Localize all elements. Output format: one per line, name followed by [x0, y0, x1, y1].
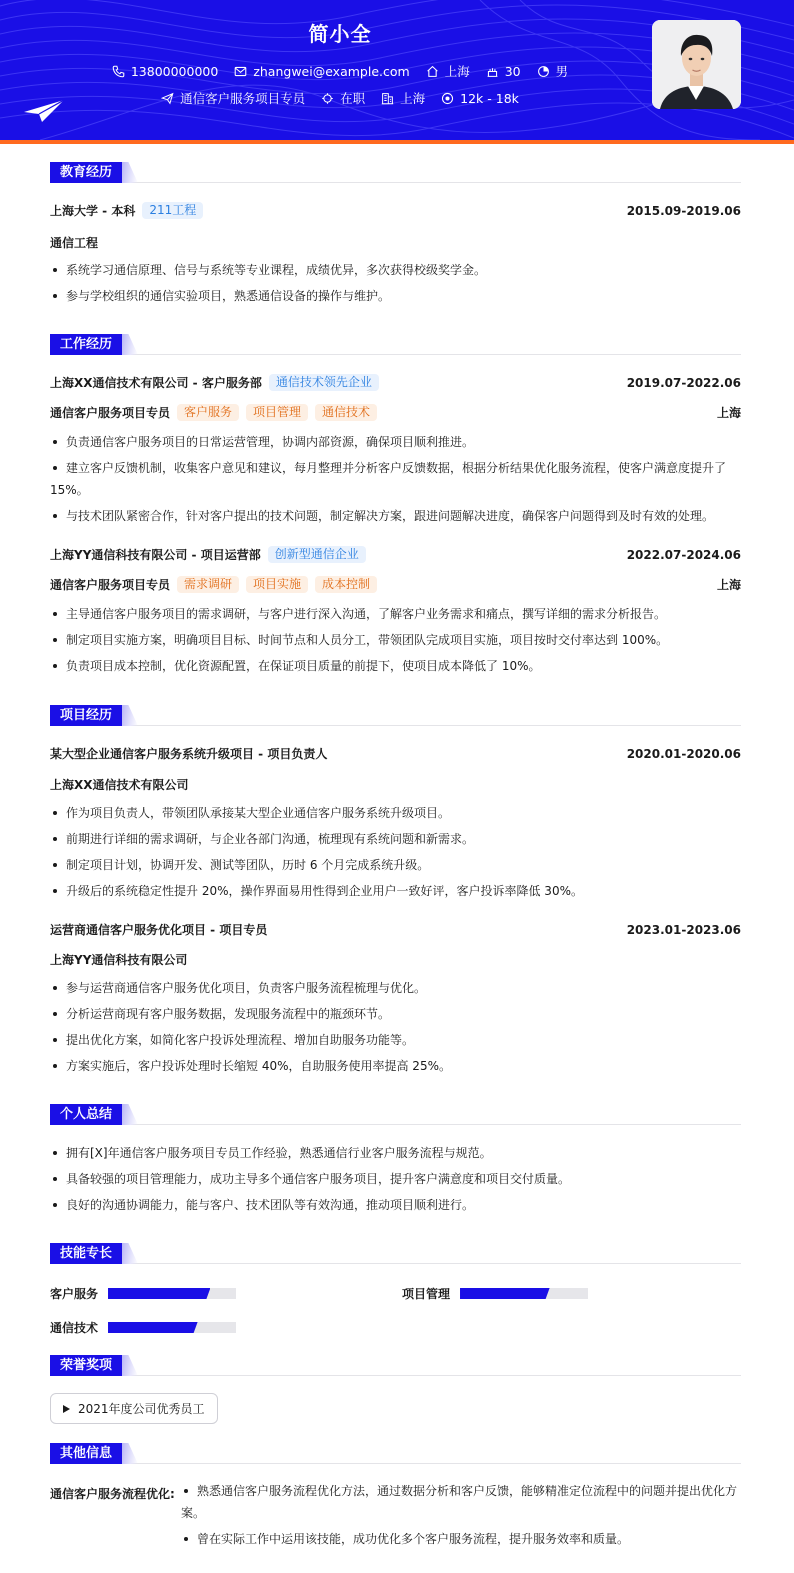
list-item: 提出优化方案，如简化客户投诉处理流程、增加自助服务功能等。	[50, 1029, 741, 1051]
education-date: 2015.09-2019.06	[626, 203, 741, 218]
phone-number: 13800000000	[130, 63, 219, 79]
company-tag: 通信技术领先企业	[269, 374, 379, 391]
skill-name: 客户服务	[50, 1287, 99, 1301]
education-header-row	[50, 202, 741, 219]
work-bullets	[50, 603, 741, 677]
skills-title: 技能专长	[50, 1243, 122, 1264]
building-icon	[381, 92, 394, 105]
list-item: 参与运营商通信客户服务优化项目，负责客户服务流程梳理与优化。	[50, 977, 741, 999]
section-title-decoration	[122, 1243, 138, 1264]
job-intent-row	[0, 89, 680, 107]
work-date: 2022.07-2024.06	[626, 547, 741, 562]
skill-item	[402, 1285, 588, 1302]
list-item: 分析运营商现有客户服务数据，发现服务流程中的瓶颈环节。	[50, 1003, 741, 1025]
list-item-text-continued: 案。	[181, 1506, 206, 1520]
target-job: 通信客户服务项目专员	[180, 91, 306, 106]
work-item-header-row	[50, 374, 741, 391]
list-item-text-continued: 15%。	[50, 483, 89, 497]
project-company: 上海XX通信技术有限公司	[50, 778, 189, 792]
list-item-text: 熟悉通信客户服务流程优化方法，通过数据分析和客户反馈，能够精准定位流程中的问题并提出优化方	[197, 1484, 738, 1498]
major-name: 通信工程	[50, 236, 99, 250]
paper-plane-logo-icon	[24, 100, 64, 125]
expected-salary: 12k - 18k	[460, 90, 519, 106]
avatar-portrait	[652, 20, 741, 109]
email-address: zhangwei@example.com	[253, 63, 410, 79]
skill-name: 通信技术	[50, 1321, 99, 1335]
project-bullets	[50, 802, 741, 902]
list-item: 制定项目实施方案，明确项目目标、时间节点和人员分工，带领团队完成项目实施，项目按时交付率达到 100%。	[50, 629, 741, 651]
gender-value: 男	[555, 64, 569, 79]
other-section-title	[50, 1443, 741, 1464]
contact-row	[0, 62, 680, 80]
skill-name: 项目管理	[402, 1287, 451, 1301]
project-name: 运营商通信客户服务优化项目 - 项目专员	[50, 923, 268, 937]
awards-title: 荣誉奖项	[50, 1355, 122, 1376]
skill-bar	[460, 1288, 588, 1299]
header-accent-stripe	[0, 140, 794, 144]
project-company: 上海YY通信科技有限公司	[50, 953, 188, 967]
skill-item	[50, 1285, 236, 1302]
list-item: 系统学习通信原理、信号与系统等专业课程，成绩优异，多次获得校级奖学金。	[50, 259, 741, 281]
work-item-header-row	[50, 546, 741, 563]
skills-section	[50, 1243, 741, 1343]
age-value: 30	[504, 63, 521, 79]
company-name: 上海YY通信科技有限公司 - 项目运营部	[50, 548, 261, 562]
skill-item	[50, 1319, 236, 1336]
skill-tag: 项目管理	[246, 404, 308, 421]
home-icon	[426, 65, 439, 78]
target-job-info	[161, 89, 305, 107]
list-item: 拥有[X]年通信客户服务项目专员工作经验，熟悉通信行业客户服务流程与规范。	[50, 1142, 741, 1164]
school-name: 上海大学 - 本科	[50, 204, 136, 218]
gender-info	[537, 62, 569, 80]
school-tag: 211工程	[142, 202, 203, 219]
email-info	[234, 64, 409, 79]
project-date: 2023.01-2023.06	[626, 922, 741, 937]
education-title: 教育经历	[50, 162, 122, 183]
list-item-text: 建立客户反馈机制，收集客户意见和建议，每月整理并分析客户反馈数据，根据分析结果优化服务流程，使客户满意度提升了	[66, 461, 727, 475]
skills-section-title	[50, 1243, 741, 1264]
projects-section	[50, 705, 741, 1085]
work-position-row	[50, 404, 741, 421]
project-header-row	[50, 921, 741, 938]
skill-tag: 客户服务	[177, 404, 239, 421]
skill-tag: 需求调研	[177, 576, 239, 593]
city-info	[426, 62, 470, 80]
list-item: 前期进行详细的需求调研，与企业各部门沟通，梳理现有系统问题和新需求。	[50, 828, 741, 850]
other-title: 其他信息	[50, 1443, 122, 1464]
position-name: 通信客户服务项目专员	[50, 406, 171, 420]
other-info-section	[50, 1443, 741, 1568]
awards-section-title	[50, 1355, 741, 1376]
phone-info	[112, 64, 218, 79]
work-city: 上海	[716, 578, 741, 592]
list-item: 作为项目负责人，带领团队承接某大型企业通信客户服务系统升级项目。	[50, 802, 741, 824]
list-item: 制定项目计划，协调开发、测试等团队，历时 6 个月完成系统升级。	[50, 854, 741, 876]
summary-section	[50, 1104, 741, 1224]
skill-bar	[108, 1288, 236, 1299]
salary-icon	[441, 92, 454, 105]
skill-tag: 项目实施	[246, 576, 308, 593]
list-item: 负责项目成本控制，优化资源配置，在保证项目质量的前提下，使项目成本降低了 10%。	[50, 655, 741, 677]
education-section-title	[50, 162, 741, 183]
project-header-row	[50, 745, 741, 762]
section-title-decoration	[122, 1443, 138, 1464]
skill-tag: 通信技术	[315, 404, 377, 421]
work-date: 2019.07-2022.06	[626, 375, 741, 390]
company-tag: 创新型通信企业	[268, 546, 366, 563]
list-item: 方案实施后，客户投诉处理时长缩短 40%，自助服务使用率提高 25%。	[50, 1055, 741, 1077]
other-info-bullets	[181, 1480, 741, 1550]
company-name: 上海XX通信技术有限公司 - 客户服务部	[50, 376, 262, 390]
section-title-decoration	[122, 162, 138, 183]
summary-section-title	[50, 1104, 741, 1125]
work-position-row	[50, 576, 741, 593]
skill-bar-fill	[460, 1288, 550, 1299]
awards-section	[50, 1355, 741, 1430]
list-item	[50, 457, 741, 501]
avatar	[652, 20, 741, 109]
projects-section-title	[50, 705, 741, 726]
section-title-decoration	[122, 1104, 138, 1125]
work-section	[50, 334, 741, 684]
list-item: 负责通信客户服务项目的日常运营管理，协调内部资源，确保项目顺利推进。	[50, 431, 741, 453]
projects-title: 项目经历	[50, 705, 122, 726]
target-city-info	[381, 89, 425, 107]
work-bullets	[50, 431, 741, 527]
list-item: 参与学校组织的通信实验项目，熟悉通信设备的操作与维护。	[50, 285, 741, 307]
status-icon	[321, 92, 334, 105]
target-city: 上海	[400, 91, 426, 106]
work-section-title	[50, 334, 741, 355]
list-item: 与技术团队紧密合作，针对客户提出的技术问题，制定解决方案，跟进问题解决进度，确保客户问题得到及时有效的处理。	[50, 505, 741, 527]
list-item: 良好的沟通协调能力，能与客户、技术团队等有效沟通，推动项目顺利进行。	[50, 1194, 741, 1216]
summary-bullets	[50, 1142, 741, 1216]
list-item: 具备较强的项目管理能力，成功主导多个通信客户服务项目，提升客户满意度和项目交付质量。	[50, 1168, 741, 1190]
project-date: 2020.01-2020.06	[626, 746, 741, 761]
award-item[interactable]	[50, 1393, 218, 1424]
summary-title: 个人总结	[50, 1104, 122, 1125]
list-item: 曾在实际工作中运用该技能，成功优化多个客户服务流程，提升服务效率和质量。	[181, 1528, 741, 1550]
list-item: 主导通信客户服务项目的需求调研，与客户进行深入沟通，了解客户业务需求和痛点，撰写详细的需求分析报告。	[50, 603, 741, 625]
age-icon	[486, 65, 499, 78]
send-icon	[161, 92, 174, 105]
mail-icon	[234, 65, 247, 78]
skill-bar-fill	[108, 1322, 198, 1333]
award-name: 2021年度公司优秀员工	[78, 1402, 205, 1416]
candidate-name: 简小全	[308, 22, 372, 46]
caret-right-icon	[63, 1405, 70, 1413]
gender-icon	[537, 65, 550, 78]
other-info-label: 通信客户服务流程优化:	[50, 1487, 175, 1501]
job-status: 在职	[340, 91, 366, 106]
position-name: 通信客户服务项目专员	[50, 578, 171, 592]
skill-bar-fill	[108, 1288, 210, 1299]
salary-info	[441, 91, 519, 106]
list-item	[181, 1480, 741, 1524]
age-info	[486, 64, 521, 79]
education-bullets	[50, 259, 741, 307]
project-name: 某大型企业通信客户服务系统升级项目 - 项目负责人	[50, 747, 328, 761]
project-bullets	[50, 977, 741, 1077]
section-title-decoration	[122, 705, 138, 726]
list-item: 升级后的系统稳定性提升 20%，操作界面易用性得到企业用户一致好评，客户投诉率降低 30%。	[50, 880, 741, 902]
work-title: 工作经历	[50, 334, 122, 355]
work-city: 上海	[716, 406, 741, 420]
education-section	[50, 162, 741, 312]
resume-header	[0, 0, 794, 140]
skill-bar	[108, 1322, 236, 1333]
section-title-decoration	[122, 1355, 138, 1376]
section-title-decoration	[122, 334, 138, 355]
status-info	[321, 89, 365, 107]
phone-icon	[112, 65, 125, 78]
current-city: 上海	[444, 64, 470, 79]
skill-tag: 成本控制	[315, 576, 377, 593]
